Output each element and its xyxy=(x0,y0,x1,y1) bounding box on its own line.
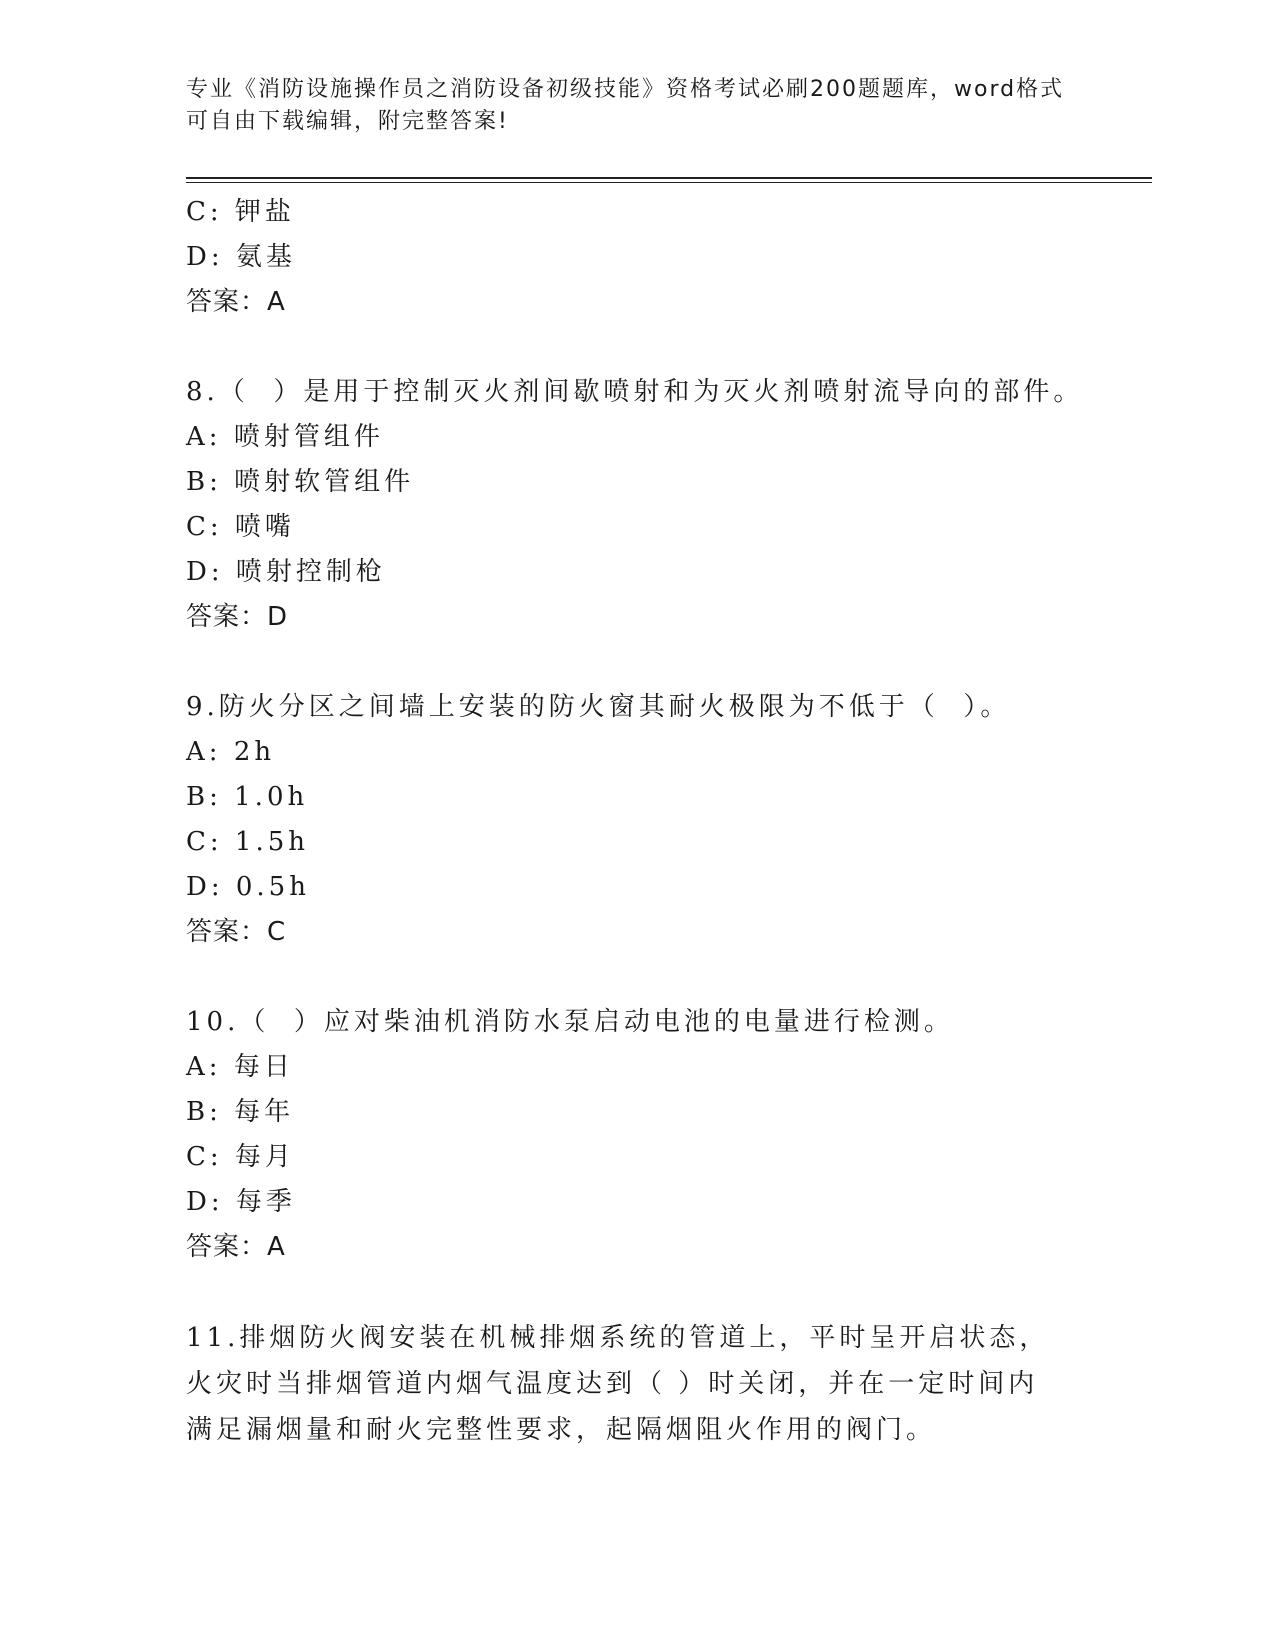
option-text: 1.0h xyxy=(234,782,309,812)
option-label: A: xyxy=(186,1052,222,1082)
option-text: 钾盐 xyxy=(234,197,295,227)
option-text: 每月 xyxy=(234,1142,295,1172)
option-label: C: xyxy=(186,827,223,857)
question-stem: 9.防火分区之间墙上安装的防火窗其耐火极限为不低于（ ）。 xyxy=(186,692,1011,722)
option-label: B: xyxy=(186,782,222,812)
answer-line: 答案：C xyxy=(186,917,287,947)
option-d xyxy=(186,1180,1086,1225)
question-7-continued xyxy=(186,190,1086,325)
header-divider xyxy=(186,177,1152,183)
option-c xyxy=(186,505,1086,550)
option-text: 每季 xyxy=(235,1187,296,1217)
option-d xyxy=(186,235,1086,280)
option-c xyxy=(186,190,1086,235)
option-a xyxy=(186,730,1086,775)
answer-line: 答案：A xyxy=(186,287,286,317)
question-stem: 10.（ ）应对柴油机消防水泵启动电池的电量进行检测。 xyxy=(186,1007,954,1037)
option-label: C: xyxy=(186,1142,223,1172)
option-text: 每日 xyxy=(233,1052,294,1082)
question-list xyxy=(186,190,1086,1453)
option-label: A: xyxy=(186,737,222,767)
option-b xyxy=(186,1090,1086,1135)
option-text: 喷射软管组件 xyxy=(234,467,415,497)
option-text: 喷嘴 xyxy=(234,512,295,542)
option-b xyxy=(186,460,1086,505)
option-text: 2h xyxy=(233,737,276,767)
option-label: C: xyxy=(186,197,223,227)
option-a xyxy=(186,1045,1086,1090)
question-11 xyxy=(186,1315,1086,1453)
question-10 xyxy=(186,1000,1086,1270)
option-text: 喷射管组件 xyxy=(233,422,384,452)
option-d xyxy=(186,865,1086,910)
option-label: A: xyxy=(186,422,222,452)
answer-line: 答案：D xyxy=(186,602,289,632)
option-c xyxy=(186,1135,1086,1180)
option-label: D: xyxy=(186,557,224,587)
question-8 xyxy=(186,370,1086,640)
option-label: D: xyxy=(186,872,224,902)
option-d xyxy=(186,550,1086,595)
question-stem: 11.排烟防火阀安装在机械排烟系统的管道上，平时呈开启状态，火灾时当排烟管道内烟气温度达到（ ）时关闭，并在一定时间内满足漏烟量和耐火完整性要求，起隔烟阻火作用的阀门。 xyxy=(186,1323,1050,1445)
page-header: 专业《消防设施操作员之消防设备初级技能》资格考试必刷200题题库，word格式可自由下载编辑，附完整答案! xyxy=(186,77,1065,134)
option-text: 喷射控制枪 xyxy=(235,557,386,587)
option-label: D: xyxy=(186,1187,224,1217)
question-stem: 8.（ ）是用于控制灭火剂间歇喷射和为灭火剂喷射流导向的部件。 xyxy=(186,377,1084,407)
answer-line: 答案：A xyxy=(186,1232,286,1262)
option-label: D: xyxy=(186,242,224,272)
option-label: B: xyxy=(186,1097,222,1127)
option-text: 氨基 xyxy=(235,242,296,272)
option-a xyxy=(186,415,1086,460)
option-c xyxy=(186,820,1086,865)
option-label: C: xyxy=(186,512,223,542)
option-text: 0.5h xyxy=(235,872,310,902)
option-text: 每年 xyxy=(234,1097,295,1127)
option-text: 1.5h xyxy=(234,827,310,857)
question-9 xyxy=(186,685,1086,955)
option-b xyxy=(186,775,1086,820)
option-label: B: xyxy=(186,467,222,497)
